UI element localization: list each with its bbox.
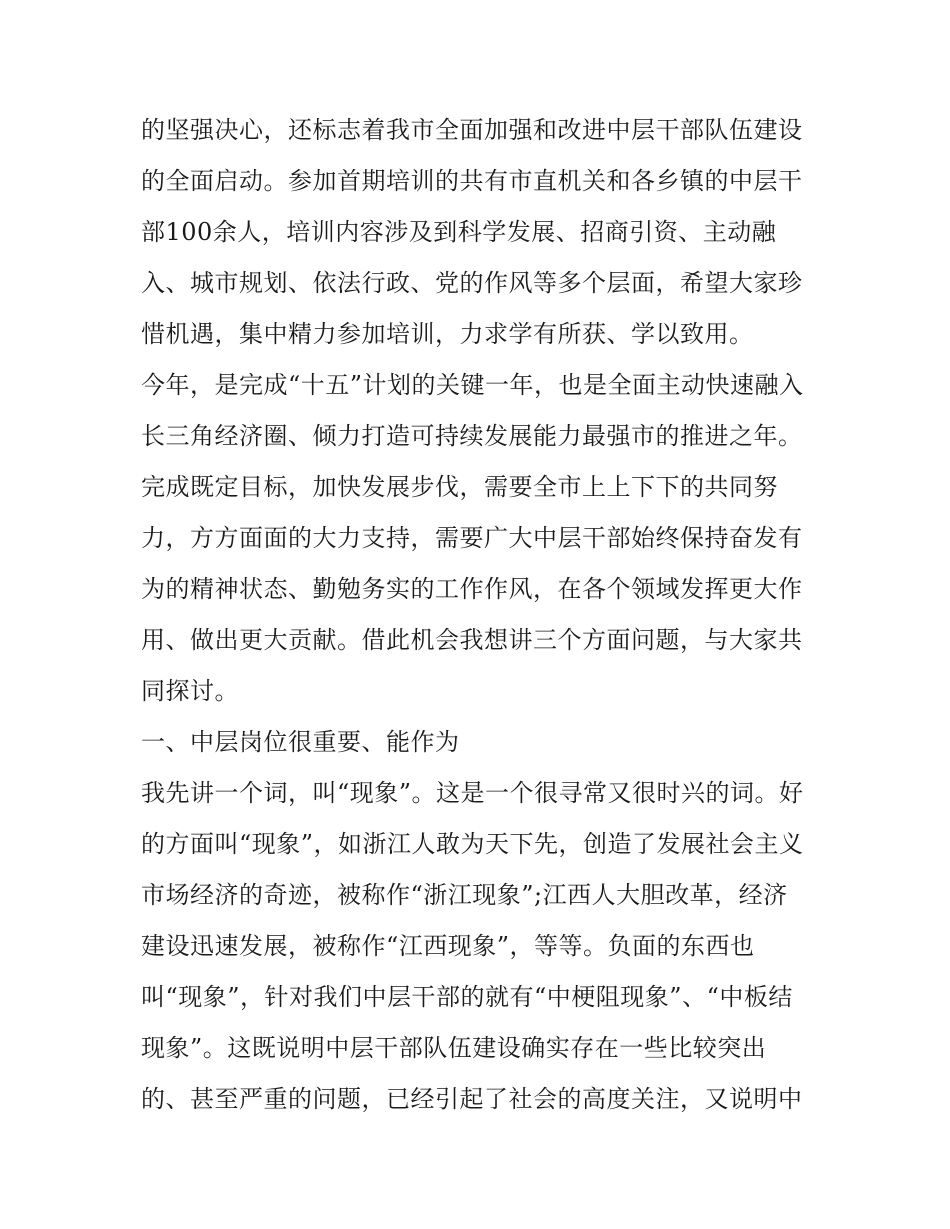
text-line: 长三角经济圈、倾力打造可持续发展能力最强市的推进之年。 (141, 422, 803, 450)
text-line: 同探讨。 (141, 677, 239, 705)
text-line: 完成既定目标，加快发展步伐，需要全市上上下下的共同努 (141, 473, 778, 501)
text-line: 我先讲一个词，叫“现象”。这是一个很寻常又很时兴的词。好 (141, 779, 804, 807)
text-line: 入、城市规划、依法行政、党的作风等多个层面，希望大家珍 (141, 269, 803, 297)
text-line: 的方面叫“现象”，如浙江人敢为天下先，创造了发展社会主义 (141, 830, 804, 858)
text-line: 用、做出更大贡献。借此机会我想讲三个方面问题，与大家共 (141, 626, 803, 654)
text-line: 部100余人，培训内容涉及到科学发展、招商引资、主动融 (141, 218, 777, 246)
text-line: 现象”。这既说明中层干部队伍建设确实存在一些比较突出 (141, 1034, 767, 1062)
text-line: 为的精神状态、勤勉务实的工作作风，在各个领域发挥更大作 (141, 575, 803, 603)
text-line: 叫“现象”，针对我们中层干部的就有“中梗阻现象”、“中板结 (141, 983, 793, 1011)
text-line: 的、甚至严重的问题，已经引起了社会的高度关注，又说明中 (141, 1085, 803, 1113)
text-line: 市场经济的奇迹，被称作“浙江现象”;江西人大胆改革，经济 (141, 881, 788, 909)
text-line: 的坚强决心，还标志着我市全面加强和改进中层干部队伍建设 (141, 116, 803, 144)
text-line: 力，方方面面的大力支持，需要广大中层干部始终保持奋发有 (141, 524, 803, 552)
body-text (141, 105, 831, 1125)
text-line: 惜机遇，集中精力参加培训，力求学有所获、学以致用。 (141, 320, 754, 348)
text-line: 今年，是完成“十五”计划的关键一年，也是全面主动快速融入 (141, 371, 804, 399)
text-line: 的全面启动。参加首期培训的共有市直机关和各乡镇的中层干 (141, 167, 803, 195)
section-heading: 一、中层岗位很重要、能作为 (141, 728, 460, 756)
text-line: 建设迅速发展，被称作“江西现象”，等等。负面的东西也 (141, 932, 755, 960)
